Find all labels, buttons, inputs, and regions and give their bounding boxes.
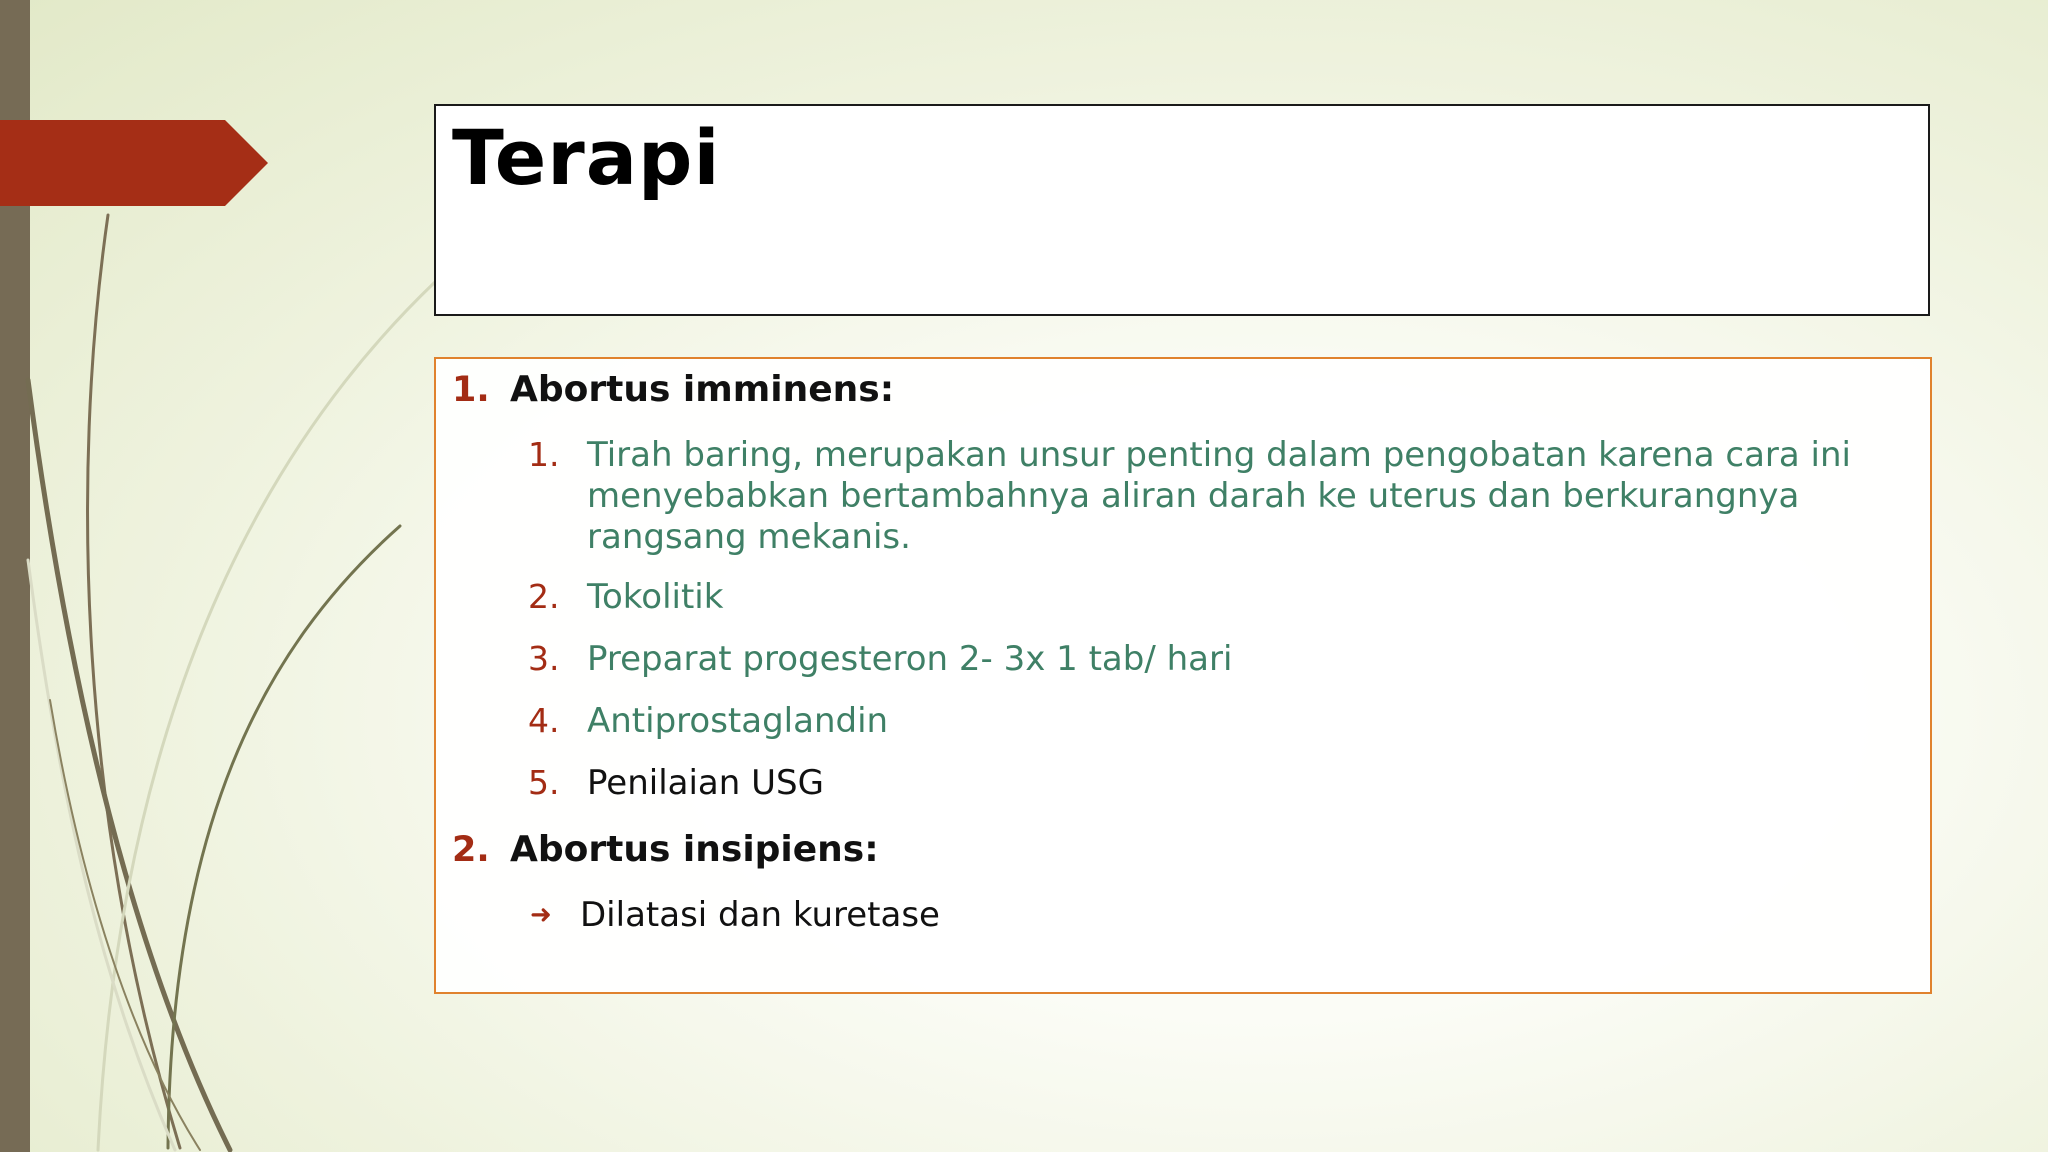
item-number: 1. [452,370,490,410]
subitem-number: 1. [528,435,560,474]
item-heading: Abortus imminens: [510,369,895,410]
subitem-text: Antiprostaglandin [587,701,889,741]
arrow-bullet-icon: ➜ [530,900,552,930]
list-item [528,639,1887,680]
subitem-number: 4. [528,701,560,740]
subitem-text: Preparat progesteron 2- 3x 1 tab/ hari [587,639,1233,679]
list-item [452,369,894,410]
item-heading: Abortus insipiens: [510,829,879,870]
subitem-text: Penilaian USG [587,763,824,803]
list-item [528,763,1887,804]
subitem-text: Tokolitik [587,577,724,617]
subitem-text: Tirah baring, merupakan unsur penting dalam pengobatan karena cara ini menyebabkan bertambahnya aliran darah ke uterus dan berkurangnya rangsang mekanis. [587,435,1851,557]
list-item [528,577,1887,618]
page-title: Terapi [452,113,721,202]
content-box [434,357,1932,994]
list-item [530,895,940,935]
item-number: 2. [452,830,490,870]
bullet-text: Dilatasi dan kuretase [580,895,940,935]
list-item [528,435,1887,558]
list-item [528,701,1887,742]
subitem-number: 2. [528,577,560,616]
subitem-number: 3. [528,639,560,678]
title-box [434,104,1930,316]
subitem-number: 5. [528,763,560,802]
list-item [452,829,879,870]
